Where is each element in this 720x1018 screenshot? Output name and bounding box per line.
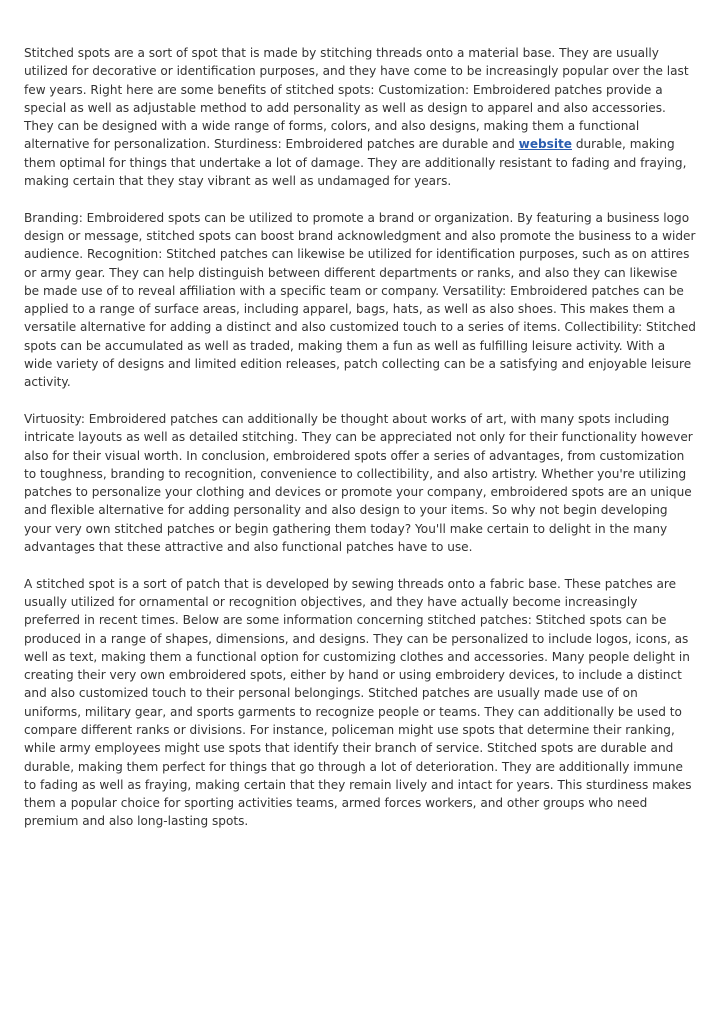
article-body bbox=[24, 44, 696, 849]
paragraph-3: Virtuosity: Embroidered patches can additionally be thought about works of art, with many spots including intricate layouts as well as detailed stitching. They can be appreciated not only for their functionality however also for their visual worth. In conclusion, embroidered spots offer a series of advantages, from customization to toughness, branding to recognition, convenience to collectibility, and also artistry. Whether you're utilizing patches to personalize your clothing and devices or promote your company, embroidered spots are an unique and flexible alternative for adding personality and also design to your items. So why not begin developing your very own stitched patches or begin gathering them today? You'll make certain to delight in the many advantages that these attractive and also functional patches have to use. bbox=[24, 411, 693, 555]
website-link[interactable]: website bbox=[518, 137, 572, 152]
paragraph-1-text-after-link: durable, making them optimal for things that undertake a lot of damage. They are additionally resistant to fading and fraying, making certain that they stay vibrant as well as undamaged for years. bbox=[24, 137, 687, 189]
paragraph-1-text-before-link: Stitched spots are a sort of spot that is made by stitching threads onto a material base. They are usually utilized for decorative or identification purposes, and they have come to be increasingly popular over the last few years. Right here are some benefits of stitched spots: Customization: Embroidered patches provide a special as well as adjustable method to add personality as well as design to apparel and also accessories. They can be designed with a wide range of forms, colors, and also designs, making them a functional alternative for personalization. Sturdiness: Embroidered patches are durable and bbox=[24, 46, 689, 152]
paragraph-2: Branding: Embroidered spots can be utilized to promote a brand or organization. By featuring a business logo design or message, stitched spots can boost brand acknowledgment and also promote the business to a wider audience. Recognition: Stitched patches can likewise be utilized for identification purposes, such as on attires or army gear. They can help distinguish between different departments or ranks, and also they can likewise be made use of to reveal affiliation with a specific team or company. Versatility: Embroidered patches can be applied to a range of surface areas, including apparel, bags, hats, as well as also shoes. This makes them a versatile alternative for adding a distinct and also customized touch to a series of items. Collectibility: Stitched spots can be accumulated as well as traded, making them a fun as well as fulfilling leisure activity. With a wide variety of designs and limited edition releases, patch collecting can be a satisfying and enjoyable leisure activity. bbox=[24, 210, 696, 390]
paragraph-1 bbox=[24, 44, 696, 190]
paragraph-4: A stitched spot is a sort of patch that is developed by sewing threads onto a fabric base. These patches are usually utilized for ornamental or recognition objectives, and they have actually become increasingly preferred in recent times. Below are some information concerning stitched patches: Stitched spots can be produced in a range of shapes, dimensions, and designs. They can be personalized to include logos, icons, as well as text, making them a functional option for customizing clothes and accessories. Many people delight in creating their very own embroidered spots, either by hand or using embroidery devices, to include a distinct and also customized touch to their personal belongings. Stitched patches are usually made use of on uniforms, military gear, and sports garments to recognize people or teams. They can additionally be used to compare different ranks or divisions. For instance, policeman might use spots that determine their ranking, while army employees might use spots that identify their branch of service. Stitched spots are durable and durable, making them perfect for things that go through a lot of deterioration. They are additionally immune to fading as well as fraying, making certain that they remain lively and intact for years. This sturdiness makes them a popular choice for sporting activities teams, armed forces workers, and other groups who need premium and also long-lasting spots. bbox=[24, 576, 692, 829]
